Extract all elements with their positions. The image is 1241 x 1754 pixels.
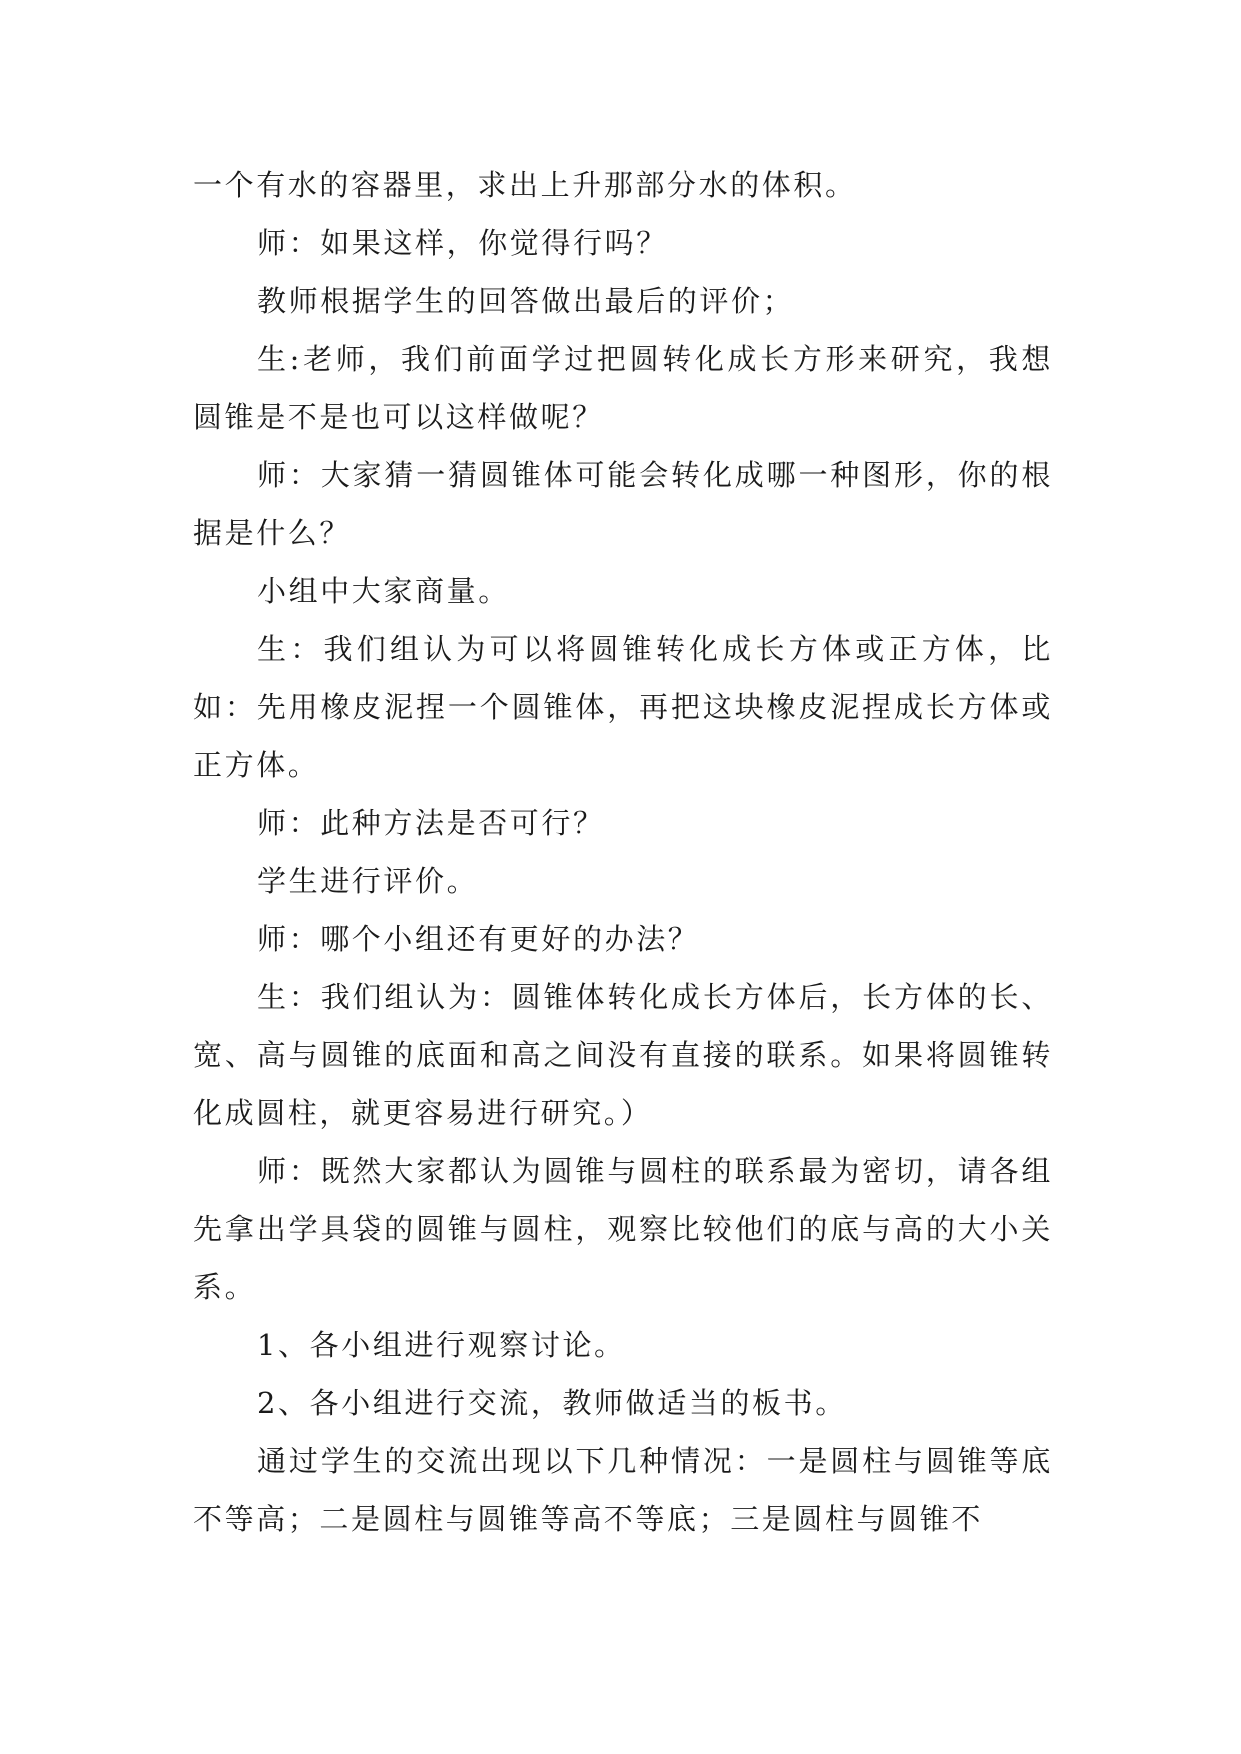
paragraph: 师：如果这样，你觉得行吗？ <box>257 226 668 260</box>
paragraph: 生：我们组认为：圆锥体转化成长方体后，长方体的长、宽、高与圆锥的底面和高之间没有直接的联系。如果将圆锥转化成圆柱，就更容易进行研究。） <box>193 980 1053 1130</box>
paragraph: 通过学生的交流出现以下几种情况：一是圆柱与圆锥等底不等高；二是圆柱与圆锥等高不等底；三是圆柱与圆锥不 <box>193 1444 1053 1536</box>
paragraph: 小组中大家商量。 <box>257 574 510 608</box>
paragraph: 1、各小组进行观察讨论。 <box>257 1328 626 1362</box>
paragraph: 学生进行评价。 <box>257 864 479 898</box>
paragraph: 师：大家猜一猜圆锥体可能会转化成哪一种图形，你的根据是什么？ <box>193 458 1053 550</box>
paragraph: 生:老师，我们前面学过把圆转化成长方形来研究，我想圆锥是不是也可以这样做呢？ <box>193 342 1053 434</box>
paragraph: 2、各小组进行交流，教师做适当的板书。 <box>257 1386 847 1420</box>
paragraph: 教师根据学生的回答做出最后的评价； <box>257 284 795 318</box>
paragraph: 生：我们组认为可以将圆锥转化成长方体或正方体，比如：先用橡皮泥捏一个圆锥体，再把这块橡皮泥捏成长方体或正方体。 <box>193 632 1053 782</box>
paragraph: 师：哪个小组还有更好的办法？ <box>257 922 700 956</box>
paragraph: 一个有水的容器里，求出上升那部分水的体积。 <box>193 168 857 202</box>
paragraph: 师：此种方法是否可行？ <box>257 806 605 840</box>
paragraph: 师：既然大家都认为圆锥与圆柱的联系最为密切，请各组先拿出学具袋的圆锥与圆柱，观察比较他们的底与高的大小关系。 <box>193 1154 1053 1304</box>
document-body <box>193 156 1053 1548</box>
